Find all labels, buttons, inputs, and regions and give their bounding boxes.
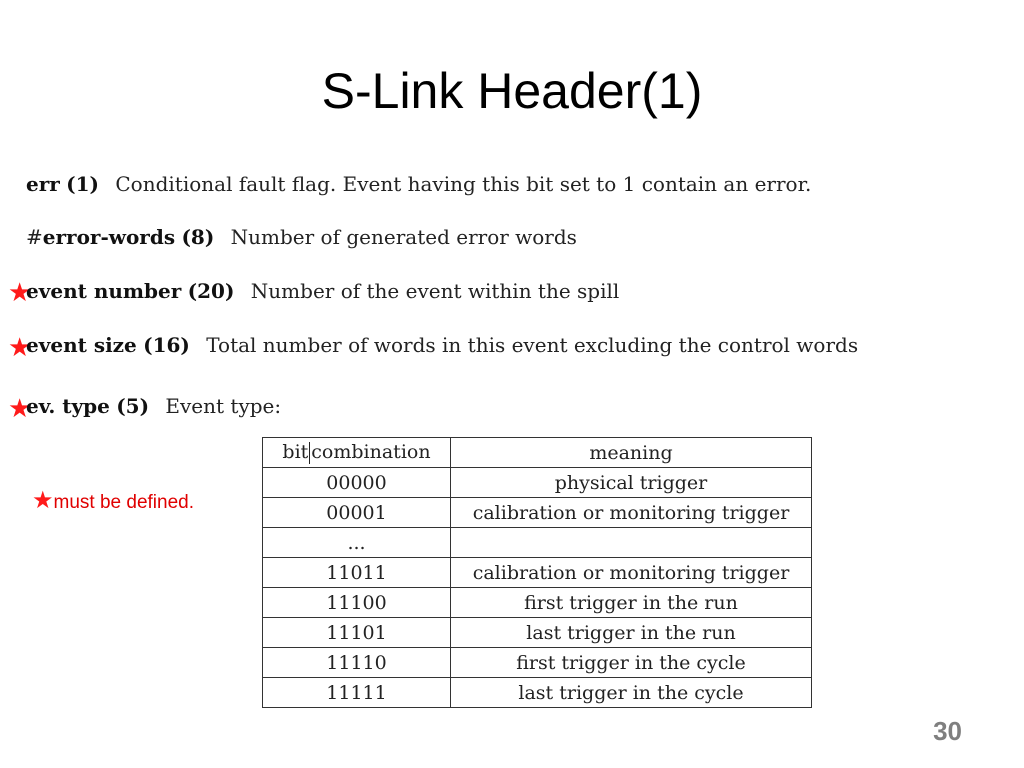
must-be-defined-note xyxy=(32,486,194,514)
field-ev-type xyxy=(26,394,281,418)
table-row xyxy=(263,678,812,708)
slide-title: S-Link Header(1) xyxy=(321,63,703,119)
bit-value: 00000 xyxy=(263,468,451,498)
table-row xyxy=(263,618,812,648)
table-row xyxy=(263,558,812,588)
field-error-words xyxy=(26,225,577,249)
header-bit-combination xyxy=(263,438,451,468)
meaning-value: last trigger in the run xyxy=(451,618,812,648)
field-description: Number of the event within the spill xyxy=(250,279,620,303)
meaning-value: calibration or monitoring trigger xyxy=(451,498,812,528)
field-event-size xyxy=(26,333,858,357)
table-row xyxy=(263,468,812,498)
table-row xyxy=(263,648,812,678)
bit-value: 11100 xyxy=(263,588,451,618)
field-bits: (1) xyxy=(66,172,100,196)
field-name: error-words xyxy=(42,225,176,249)
meaning-value: first trigger in the cycle xyxy=(451,648,812,678)
table-row xyxy=(263,528,812,558)
bit-value: 11101 xyxy=(263,618,451,648)
meaning-value xyxy=(451,528,812,558)
field-err xyxy=(26,172,811,196)
field-name: err xyxy=(26,172,60,196)
bit-value: 11110 xyxy=(263,648,451,678)
bit-value: 11011 xyxy=(263,558,451,588)
table-row xyxy=(263,498,812,528)
field-description: Event type: xyxy=(165,394,282,418)
star-icon: ★ xyxy=(8,394,32,424)
bit-value: 00001 xyxy=(263,498,451,528)
meaning-value: calibration or monitoring trigger xyxy=(451,558,812,588)
meaning-value: last trigger in the cycle xyxy=(451,678,812,708)
header-meaning: meaning xyxy=(451,438,812,468)
field-bits: (16) xyxy=(143,333,190,357)
star-icon: ★ xyxy=(32,486,54,514)
field-event-number xyxy=(26,279,619,303)
field-description: Conditional fault flag. Event having this bit set to 1 contain an error. xyxy=(115,172,812,196)
meaning-value: first trigger in the run xyxy=(451,588,812,618)
field-description: Number of generated error words xyxy=(230,225,577,249)
field-bits: (20) xyxy=(187,279,235,303)
bit-value: ... xyxy=(263,528,451,558)
table-row xyxy=(263,588,812,618)
star-icon: ★ xyxy=(8,278,32,308)
field-bits: (5) xyxy=(116,394,150,418)
header-combination: combination xyxy=(311,441,431,463)
meaning-value: physical trigger xyxy=(451,468,812,498)
star-icon: ★ xyxy=(8,333,32,363)
note-text: must be defined. xyxy=(53,492,194,513)
header-bit: bit xyxy=(282,441,309,463)
field-name: event number xyxy=(26,279,182,303)
field-prefix: # xyxy=(26,225,43,249)
table-header-row xyxy=(263,438,812,468)
page-number: 30 xyxy=(933,716,962,746)
field-name: ev. type xyxy=(26,394,110,418)
bit-value: 11111 xyxy=(263,678,451,708)
field-bits: (8) xyxy=(181,225,215,249)
field-description: Total number of words in this event excluding the control words xyxy=(206,333,859,357)
field-name: event size xyxy=(26,333,137,357)
event-type-table xyxy=(262,437,812,708)
